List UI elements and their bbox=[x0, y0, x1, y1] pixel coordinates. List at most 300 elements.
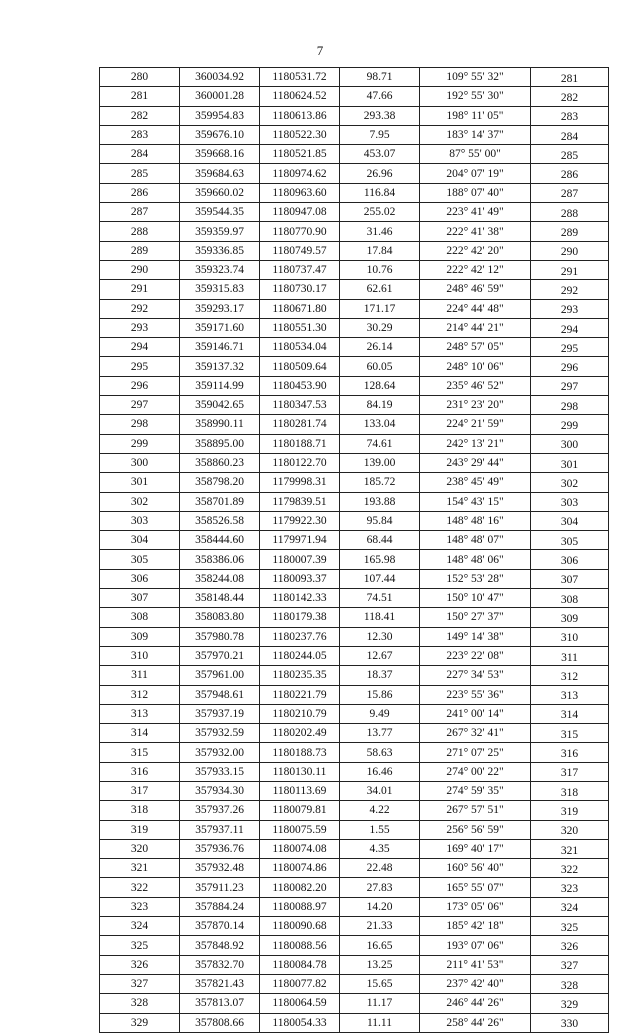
table-row bbox=[100, 666, 609, 685]
x-coordinate-cell: 357932.00 bbox=[180, 743, 260, 762]
point-from-cell: 280 bbox=[100, 68, 180, 87]
distance-cell: 165.98 bbox=[340, 550, 420, 569]
page-number: 7 bbox=[316, 43, 324, 58]
x-coordinate-cell: 357911.23 bbox=[180, 878, 260, 897]
x-coordinate-cell: 359171.60 bbox=[180, 318, 260, 337]
distance-cell: 255.02 bbox=[340, 203, 420, 222]
table-row bbox=[100, 106, 609, 125]
x-coordinate-cell: 360034.92 bbox=[180, 68, 260, 87]
point-from-cell: 321 bbox=[100, 859, 180, 878]
distance-cell: 116.84 bbox=[340, 183, 420, 202]
point-from-cell: 324 bbox=[100, 917, 180, 936]
x-coordinate-cell: 358701.89 bbox=[180, 492, 260, 511]
bearing-cell: 152° 53' 28" bbox=[420, 569, 531, 588]
x-coordinate-cell: 358083.80 bbox=[180, 608, 260, 627]
distance-cell: 84.19 bbox=[340, 396, 420, 415]
x-coordinate-cell: 357961.00 bbox=[180, 666, 260, 685]
bearing-cell: 148° 48' 16" bbox=[420, 511, 531, 530]
bearing-cell: 248° 46' 59" bbox=[420, 280, 531, 299]
table-row bbox=[100, 878, 609, 897]
bearing-cell: 222° 41' 38" bbox=[420, 222, 531, 241]
x-coordinate-cell: 357937.26 bbox=[180, 801, 260, 820]
point-to-cell: 300 bbox=[531, 434, 609, 453]
distance-cell: 74.61 bbox=[340, 434, 420, 453]
point-to-cell: 304 bbox=[531, 511, 609, 530]
point-from-cell: 300 bbox=[100, 453, 180, 472]
x-coordinate-cell: 358526.58 bbox=[180, 511, 260, 530]
distance-cell: 47.66 bbox=[340, 87, 420, 106]
bearing-cell: 238° 45' 49" bbox=[420, 473, 531, 492]
distance-cell: 11.11 bbox=[340, 1013, 420, 1032]
y-coordinate-cell: 1180521.85 bbox=[260, 145, 340, 164]
coordinates-table-body bbox=[100, 68, 609, 1033]
point-to-cell: 293 bbox=[531, 299, 609, 318]
point-from-cell: 289 bbox=[100, 241, 180, 260]
table-row bbox=[100, 376, 609, 395]
point-from-cell: 322 bbox=[100, 878, 180, 897]
table-row bbox=[100, 145, 609, 164]
bearing-cell: 214° 44' 21" bbox=[420, 318, 531, 337]
distance-cell: 12.30 bbox=[340, 627, 420, 646]
point-to-cell: 314 bbox=[531, 704, 609, 723]
point-to-cell: 285 bbox=[531, 145, 609, 164]
distance-cell: 171.17 bbox=[340, 299, 420, 318]
table-row bbox=[100, 762, 609, 781]
point-from-cell: 291 bbox=[100, 280, 180, 299]
x-coordinate-cell: 358895.00 bbox=[180, 434, 260, 453]
point-to-cell: 284 bbox=[531, 125, 609, 144]
point-to-cell: 318 bbox=[531, 781, 609, 800]
table-row bbox=[100, 299, 609, 318]
distance-cell: 15.86 bbox=[340, 685, 420, 704]
x-coordinate-cell: 358444.60 bbox=[180, 531, 260, 550]
point-from-cell: 286 bbox=[100, 183, 180, 202]
point-from-cell: 314 bbox=[100, 724, 180, 743]
point-from-cell: 326 bbox=[100, 955, 180, 974]
y-coordinate-cell: 1180613.86 bbox=[260, 106, 340, 125]
x-coordinate-cell: 357980.78 bbox=[180, 627, 260, 646]
distance-cell: 118.41 bbox=[340, 608, 420, 627]
point-from-cell: 317 bbox=[100, 781, 180, 800]
point-to-cell: 298 bbox=[531, 396, 609, 415]
y-coordinate-cell: 1180088.56 bbox=[260, 936, 340, 955]
table-row bbox=[100, 955, 609, 974]
x-coordinate-cell: 359954.83 bbox=[180, 106, 260, 125]
x-coordinate-cell: 359668.16 bbox=[180, 145, 260, 164]
x-coordinate-cell: 359323.74 bbox=[180, 260, 260, 279]
table-row bbox=[100, 492, 609, 511]
x-coordinate-cell: 357832.70 bbox=[180, 955, 260, 974]
distance-cell: 13.77 bbox=[340, 724, 420, 743]
x-coordinate-cell: 358798.20 bbox=[180, 473, 260, 492]
table-row bbox=[100, 203, 609, 222]
point-from-cell: 325 bbox=[100, 936, 180, 955]
point-to-cell: 283 bbox=[531, 106, 609, 125]
point-to-cell: 306 bbox=[531, 550, 609, 569]
distance-cell: 74.51 bbox=[340, 589, 420, 608]
point-from-cell: 285 bbox=[100, 164, 180, 183]
x-coordinate-cell: 359676.10 bbox=[180, 125, 260, 144]
distance-cell: 11.17 bbox=[340, 994, 420, 1013]
point-to-cell: 310 bbox=[531, 627, 609, 646]
point-to-cell: 290 bbox=[531, 241, 609, 260]
point-to-cell: 291 bbox=[531, 260, 609, 279]
distance-cell: 62.61 bbox=[340, 280, 420, 299]
point-from-cell: 308 bbox=[100, 608, 180, 627]
table-row bbox=[100, 260, 609, 279]
table-row bbox=[100, 646, 609, 665]
table-row bbox=[100, 434, 609, 453]
x-coordinate-cell: 358244.08 bbox=[180, 569, 260, 588]
y-coordinate-cell: 1180534.04 bbox=[260, 338, 340, 357]
y-coordinate-cell: 1180130.11 bbox=[260, 762, 340, 781]
bearing-cell: 223° 41' 49" bbox=[420, 203, 531, 222]
y-coordinate-cell: 1180084.78 bbox=[260, 955, 340, 974]
bearing-cell: 224° 21' 59" bbox=[420, 415, 531, 434]
point-from-cell: 282 bbox=[100, 106, 180, 125]
x-coordinate-cell: 358860.23 bbox=[180, 453, 260, 472]
x-coordinate-cell: 359660.02 bbox=[180, 183, 260, 202]
x-coordinate-cell: 357808.66 bbox=[180, 1013, 260, 1032]
distance-cell: 15.65 bbox=[340, 974, 420, 993]
x-coordinate-cell: 359336.85 bbox=[180, 241, 260, 260]
bearing-cell: 227° 34' 53" bbox=[420, 666, 531, 685]
y-coordinate-cell: 1180522.30 bbox=[260, 125, 340, 144]
distance-cell: 13.25 bbox=[340, 955, 420, 974]
bearing-cell: 160° 56' 40" bbox=[420, 859, 531, 878]
bearing-cell: 274° 00' 22" bbox=[420, 762, 531, 781]
y-coordinate-cell: 1180671.80 bbox=[260, 299, 340, 318]
point-to-cell: 326 bbox=[531, 936, 609, 955]
x-coordinate-cell: 357937.11 bbox=[180, 820, 260, 839]
table-row bbox=[100, 473, 609, 492]
x-coordinate-cell: 357884.24 bbox=[180, 897, 260, 916]
x-coordinate-cell: 359684.63 bbox=[180, 164, 260, 183]
point-to-cell: 309 bbox=[531, 608, 609, 627]
table-row bbox=[100, 1013, 609, 1032]
distance-cell: 16.65 bbox=[340, 936, 420, 955]
distance-cell: 22.48 bbox=[340, 859, 420, 878]
table-row bbox=[100, 994, 609, 1013]
y-coordinate-cell: 1180221.79 bbox=[260, 685, 340, 704]
bearing-cell: 150° 10' 47" bbox=[420, 589, 531, 608]
point-to-cell: 320 bbox=[531, 820, 609, 839]
distance-cell: 21.33 bbox=[340, 917, 420, 936]
distance-cell: 4.22 bbox=[340, 801, 420, 820]
point-from-cell: 292 bbox=[100, 299, 180, 318]
distance-cell: 14.20 bbox=[340, 897, 420, 916]
point-to-cell: 322 bbox=[531, 859, 609, 878]
point-to-cell: 325 bbox=[531, 917, 609, 936]
y-coordinate-cell: 1180531.72 bbox=[260, 68, 340, 87]
point-from-cell: 323 bbox=[100, 897, 180, 916]
table-row bbox=[100, 589, 609, 608]
bearing-cell: 165° 55' 07" bbox=[420, 878, 531, 897]
bearing-cell: 154° 43' 15" bbox=[420, 492, 531, 511]
distance-cell: 12.67 bbox=[340, 646, 420, 665]
x-coordinate-cell: 359315.83 bbox=[180, 280, 260, 299]
table-row bbox=[100, 415, 609, 434]
y-coordinate-cell: 1180090.68 bbox=[260, 917, 340, 936]
point-from-cell: 304 bbox=[100, 531, 180, 550]
point-from-cell: 318 bbox=[100, 801, 180, 820]
point-to-cell: 311 bbox=[531, 646, 609, 665]
distance-cell: 1.55 bbox=[340, 820, 420, 839]
point-from-cell: 329 bbox=[100, 1013, 180, 1032]
distance-cell: 133.04 bbox=[340, 415, 420, 434]
bearing-cell: 148° 48' 06" bbox=[420, 550, 531, 569]
distance-cell: 30.29 bbox=[340, 318, 420, 337]
point-to-cell: 308 bbox=[531, 589, 609, 608]
bearing-cell: 223° 55' 36" bbox=[420, 685, 531, 704]
distance-cell: 18.37 bbox=[340, 666, 420, 685]
point-from-cell: 281 bbox=[100, 87, 180, 106]
y-coordinate-cell: 1180054.33 bbox=[260, 1013, 340, 1032]
table-row bbox=[100, 859, 609, 878]
y-coordinate-cell: 1180947.08 bbox=[260, 203, 340, 222]
point-from-cell: 296 bbox=[100, 376, 180, 395]
point-to-cell: 303 bbox=[531, 492, 609, 511]
y-coordinate-cell: 1180074.08 bbox=[260, 839, 340, 858]
table-row bbox=[100, 820, 609, 839]
table-row bbox=[100, 724, 609, 743]
bearing-cell: 211° 41' 53" bbox=[420, 955, 531, 974]
distance-cell: 31.46 bbox=[340, 222, 420, 241]
point-to-cell: 294 bbox=[531, 318, 609, 337]
x-coordinate-cell: 359359.97 bbox=[180, 222, 260, 241]
point-from-cell: 307 bbox=[100, 589, 180, 608]
point-from-cell: 312 bbox=[100, 685, 180, 704]
table-row bbox=[100, 550, 609, 569]
x-coordinate-cell: 358990.11 bbox=[180, 415, 260, 434]
distance-cell: 17.84 bbox=[340, 241, 420, 260]
point-to-cell: 296 bbox=[531, 357, 609, 376]
table-row bbox=[100, 183, 609, 202]
bearing-cell: 267° 32' 41" bbox=[420, 724, 531, 743]
point-from-cell: 315 bbox=[100, 743, 180, 762]
table-row bbox=[100, 241, 609, 260]
table-row bbox=[100, 897, 609, 916]
y-coordinate-cell: 1180453.90 bbox=[260, 376, 340, 395]
x-coordinate-cell: 357970.21 bbox=[180, 646, 260, 665]
table-row bbox=[100, 511, 609, 530]
point-from-cell: 298 bbox=[100, 415, 180, 434]
y-coordinate-cell: 1180079.81 bbox=[260, 801, 340, 820]
x-coordinate-cell: 357932.48 bbox=[180, 859, 260, 878]
bearing-cell: 150° 27' 37" bbox=[420, 608, 531, 627]
bearing-cell: 242° 13' 21" bbox=[420, 434, 531, 453]
table-row bbox=[100, 280, 609, 299]
x-coordinate-cell: 359146.71 bbox=[180, 338, 260, 357]
y-coordinate-cell: 1180624.52 bbox=[260, 87, 340, 106]
bearing-cell: 222° 42' 20" bbox=[420, 241, 531, 260]
y-coordinate-cell: 1180064.59 bbox=[260, 994, 340, 1013]
bearing-cell: 267° 57' 51" bbox=[420, 801, 531, 820]
y-coordinate-cell: 1180113.69 bbox=[260, 781, 340, 800]
y-coordinate-cell: 1180235.35 bbox=[260, 666, 340, 685]
distance-cell: 68.44 bbox=[340, 531, 420, 550]
distance-cell: 4.35 bbox=[340, 839, 420, 858]
distance-cell: 293.38 bbox=[340, 106, 420, 125]
y-coordinate-cell: 1180509.64 bbox=[260, 357, 340, 376]
point-from-cell: 303 bbox=[100, 511, 180, 530]
y-coordinate-cell: 1180202.49 bbox=[260, 724, 340, 743]
x-coordinate-cell: 357821.43 bbox=[180, 974, 260, 993]
y-coordinate-cell: 1180737.47 bbox=[260, 260, 340, 279]
table-row bbox=[100, 608, 609, 627]
distance-cell: 7.95 bbox=[340, 125, 420, 144]
point-from-cell: 299 bbox=[100, 434, 180, 453]
distance-cell: 34.01 bbox=[340, 781, 420, 800]
bearing-cell: 256° 56' 59" bbox=[420, 820, 531, 839]
point-from-cell: 306 bbox=[100, 569, 180, 588]
point-from-cell: 288 bbox=[100, 222, 180, 241]
x-coordinate-cell: 359114.99 bbox=[180, 376, 260, 395]
distance-cell: 107.44 bbox=[340, 569, 420, 588]
table-row bbox=[100, 685, 609, 704]
distance-cell: 9.49 bbox=[340, 704, 420, 723]
x-coordinate-cell: 360001.28 bbox=[180, 87, 260, 106]
y-coordinate-cell: 1180088.97 bbox=[260, 897, 340, 916]
distance-cell: 58.63 bbox=[340, 743, 420, 762]
bearing-cell: 248° 57' 05" bbox=[420, 338, 531, 357]
x-coordinate-cell: 359042.65 bbox=[180, 396, 260, 415]
point-from-cell: 310 bbox=[100, 646, 180, 665]
bearing-cell: 149° 14' 38" bbox=[420, 627, 531, 646]
coordinates-table bbox=[99, 67, 609, 1033]
point-from-cell: 328 bbox=[100, 994, 180, 1013]
point-from-cell: 320 bbox=[100, 839, 180, 858]
y-coordinate-cell: 1179922.30 bbox=[260, 511, 340, 530]
point-to-cell: 327 bbox=[531, 955, 609, 974]
bearing-cell: 87° 55' 00" bbox=[420, 145, 531, 164]
bearing-cell: 192° 55' 30" bbox=[420, 87, 531, 106]
bearing-cell: 248° 10' 06" bbox=[420, 357, 531, 376]
x-coordinate-cell: 357870.14 bbox=[180, 917, 260, 936]
point-to-cell: 282 bbox=[531, 87, 609, 106]
y-coordinate-cell: 1180244.05 bbox=[260, 646, 340, 665]
table-row bbox=[100, 704, 609, 723]
table-row bbox=[100, 125, 609, 144]
distance-cell: 60.05 bbox=[340, 357, 420, 376]
point-to-cell: 288 bbox=[531, 203, 609, 222]
table-row bbox=[100, 222, 609, 241]
point-from-cell: 309 bbox=[100, 627, 180, 646]
distance-cell: 26.14 bbox=[340, 338, 420, 357]
table-row bbox=[100, 396, 609, 415]
point-to-cell: 321 bbox=[531, 839, 609, 858]
distance-cell: 27.83 bbox=[340, 878, 420, 897]
point-from-cell: 327 bbox=[100, 974, 180, 993]
point-to-cell: 313 bbox=[531, 685, 609, 704]
bearing-cell: 148° 48' 07" bbox=[420, 531, 531, 550]
x-coordinate-cell: 357937.19 bbox=[180, 704, 260, 723]
y-coordinate-cell: 1180179.38 bbox=[260, 608, 340, 627]
x-coordinate-cell: 357934.30 bbox=[180, 781, 260, 800]
table-row bbox=[100, 318, 609, 337]
point-from-cell: 295 bbox=[100, 357, 180, 376]
point-from-cell: 284 bbox=[100, 145, 180, 164]
table-row bbox=[100, 68, 609, 87]
point-to-cell: 281 bbox=[531, 68, 609, 87]
bearing-cell: 223° 22' 08" bbox=[420, 646, 531, 665]
x-coordinate-cell: 357936.76 bbox=[180, 839, 260, 858]
point-to-cell: 292 bbox=[531, 280, 609, 299]
y-coordinate-cell: 1179839.51 bbox=[260, 492, 340, 511]
x-coordinate-cell: 357932.59 bbox=[180, 724, 260, 743]
point-to-cell: 328 bbox=[531, 974, 609, 993]
bearing-cell: 231° 23' 20" bbox=[420, 396, 531, 415]
table-row bbox=[100, 917, 609, 936]
point-from-cell: 301 bbox=[100, 473, 180, 492]
y-coordinate-cell: 1180730.17 bbox=[260, 280, 340, 299]
table-row bbox=[100, 87, 609, 106]
bearing-cell: 246° 44' 26" bbox=[420, 994, 531, 1013]
y-coordinate-cell: 1180347.53 bbox=[260, 396, 340, 415]
point-from-cell: 302 bbox=[100, 492, 180, 511]
point-to-cell: 312 bbox=[531, 666, 609, 685]
y-coordinate-cell: 1180188.73 bbox=[260, 743, 340, 762]
bearing-cell: 243° 29' 44" bbox=[420, 453, 531, 472]
x-coordinate-cell: 357948.61 bbox=[180, 685, 260, 704]
table-row bbox=[100, 974, 609, 993]
bearing-cell: 188° 07' 40" bbox=[420, 183, 531, 202]
table-row bbox=[100, 357, 609, 376]
table-row bbox=[100, 627, 609, 646]
y-coordinate-cell: 1180963.60 bbox=[260, 183, 340, 202]
distance-cell: 139.00 bbox=[340, 453, 420, 472]
point-to-cell: 305 bbox=[531, 531, 609, 550]
bearing-cell: 241° 00' 14" bbox=[420, 704, 531, 723]
y-coordinate-cell: 1180210.79 bbox=[260, 704, 340, 723]
point-from-cell: 316 bbox=[100, 762, 180, 781]
y-coordinate-cell: 1180770.90 bbox=[260, 222, 340, 241]
table-row bbox=[100, 338, 609, 357]
point-from-cell: 283 bbox=[100, 125, 180, 144]
point-from-cell: 287 bbox=[100, 203, 180, 222]
y-coordinate-cell: 1180074.86 bbox=[260, 859, 340, 878]
distance-cell: 185.72 bbox=[340, 473, 420, 492]
bearing-cell: 169° 40' 17" bbox=[420, 839, 531, 858]
distance-cell: 26.96 bbox=[340, 164, 420, 183]
point-from-cell: 294 bbox=[100, 338, 180, 357]
point-to-cell: 287 bbox=[531, 183, 609, 202]
distance-cell: 193.88 bbox=[340, 492, 420, 511]
point-from-cell: 311 bbox=[100, 666, 180, 685]
point-to-cell: 315 bbox=[531, 724, 609, 743]
distance-cell: 95.84 bbox=[340, 511, 420, 530]
y-coordinate-cell: 1180082.20 bbox=[260, 878, 340, 897]
bearing-cell: 185° 42' 18" bbox=[420, 917, 531, 936]
point-to-cell: 295 bbox=[531, 338, 609, 357]
point-from-cell: 319 bbox=[100, 820, 180, 839]
y-coordinate-cell: 1180974.62 bbox=[260, 164, 340, 183]
y-coordinate-cell: 1180749.57 bbox=[260, 241, 340, 260]
y-coordinate-cell: 1180075.59 bbox=[260, 820, 340, 839]
point-to-cell: 299 bbox=[531, 415, 609, 434]
y-coordinate-cell: 1180077.82 bbox=[260, 974, 340, 993]
bearing-cell: 274° 59' 35" bbox=[420, 781, 531, 800]
y-coordinate-cell: 1179971.94 bbox=[260, 531, 340, 550]
bearing-cell: 109° 55' 32" bbox=[420, 68, 531, 87]
x-coordinate-cell: 359137.32 bbox=[180, 357, 260, 376]
point-to-cell: 286 bbox=[531, 164, 609, 183]
point-to-cell: 302 bbox=[531, 473, 609, 492]
point-to-cell: 330 bbox=[531, 1013, 609, 1032]
y-coordinate-cell: 1180188.71 bbox=[260, 434, 340, 453]
table-row bbox=[100, 569, 609, 588]
point-to-cell: 317 bbox=[531, 762, 609, 781]
